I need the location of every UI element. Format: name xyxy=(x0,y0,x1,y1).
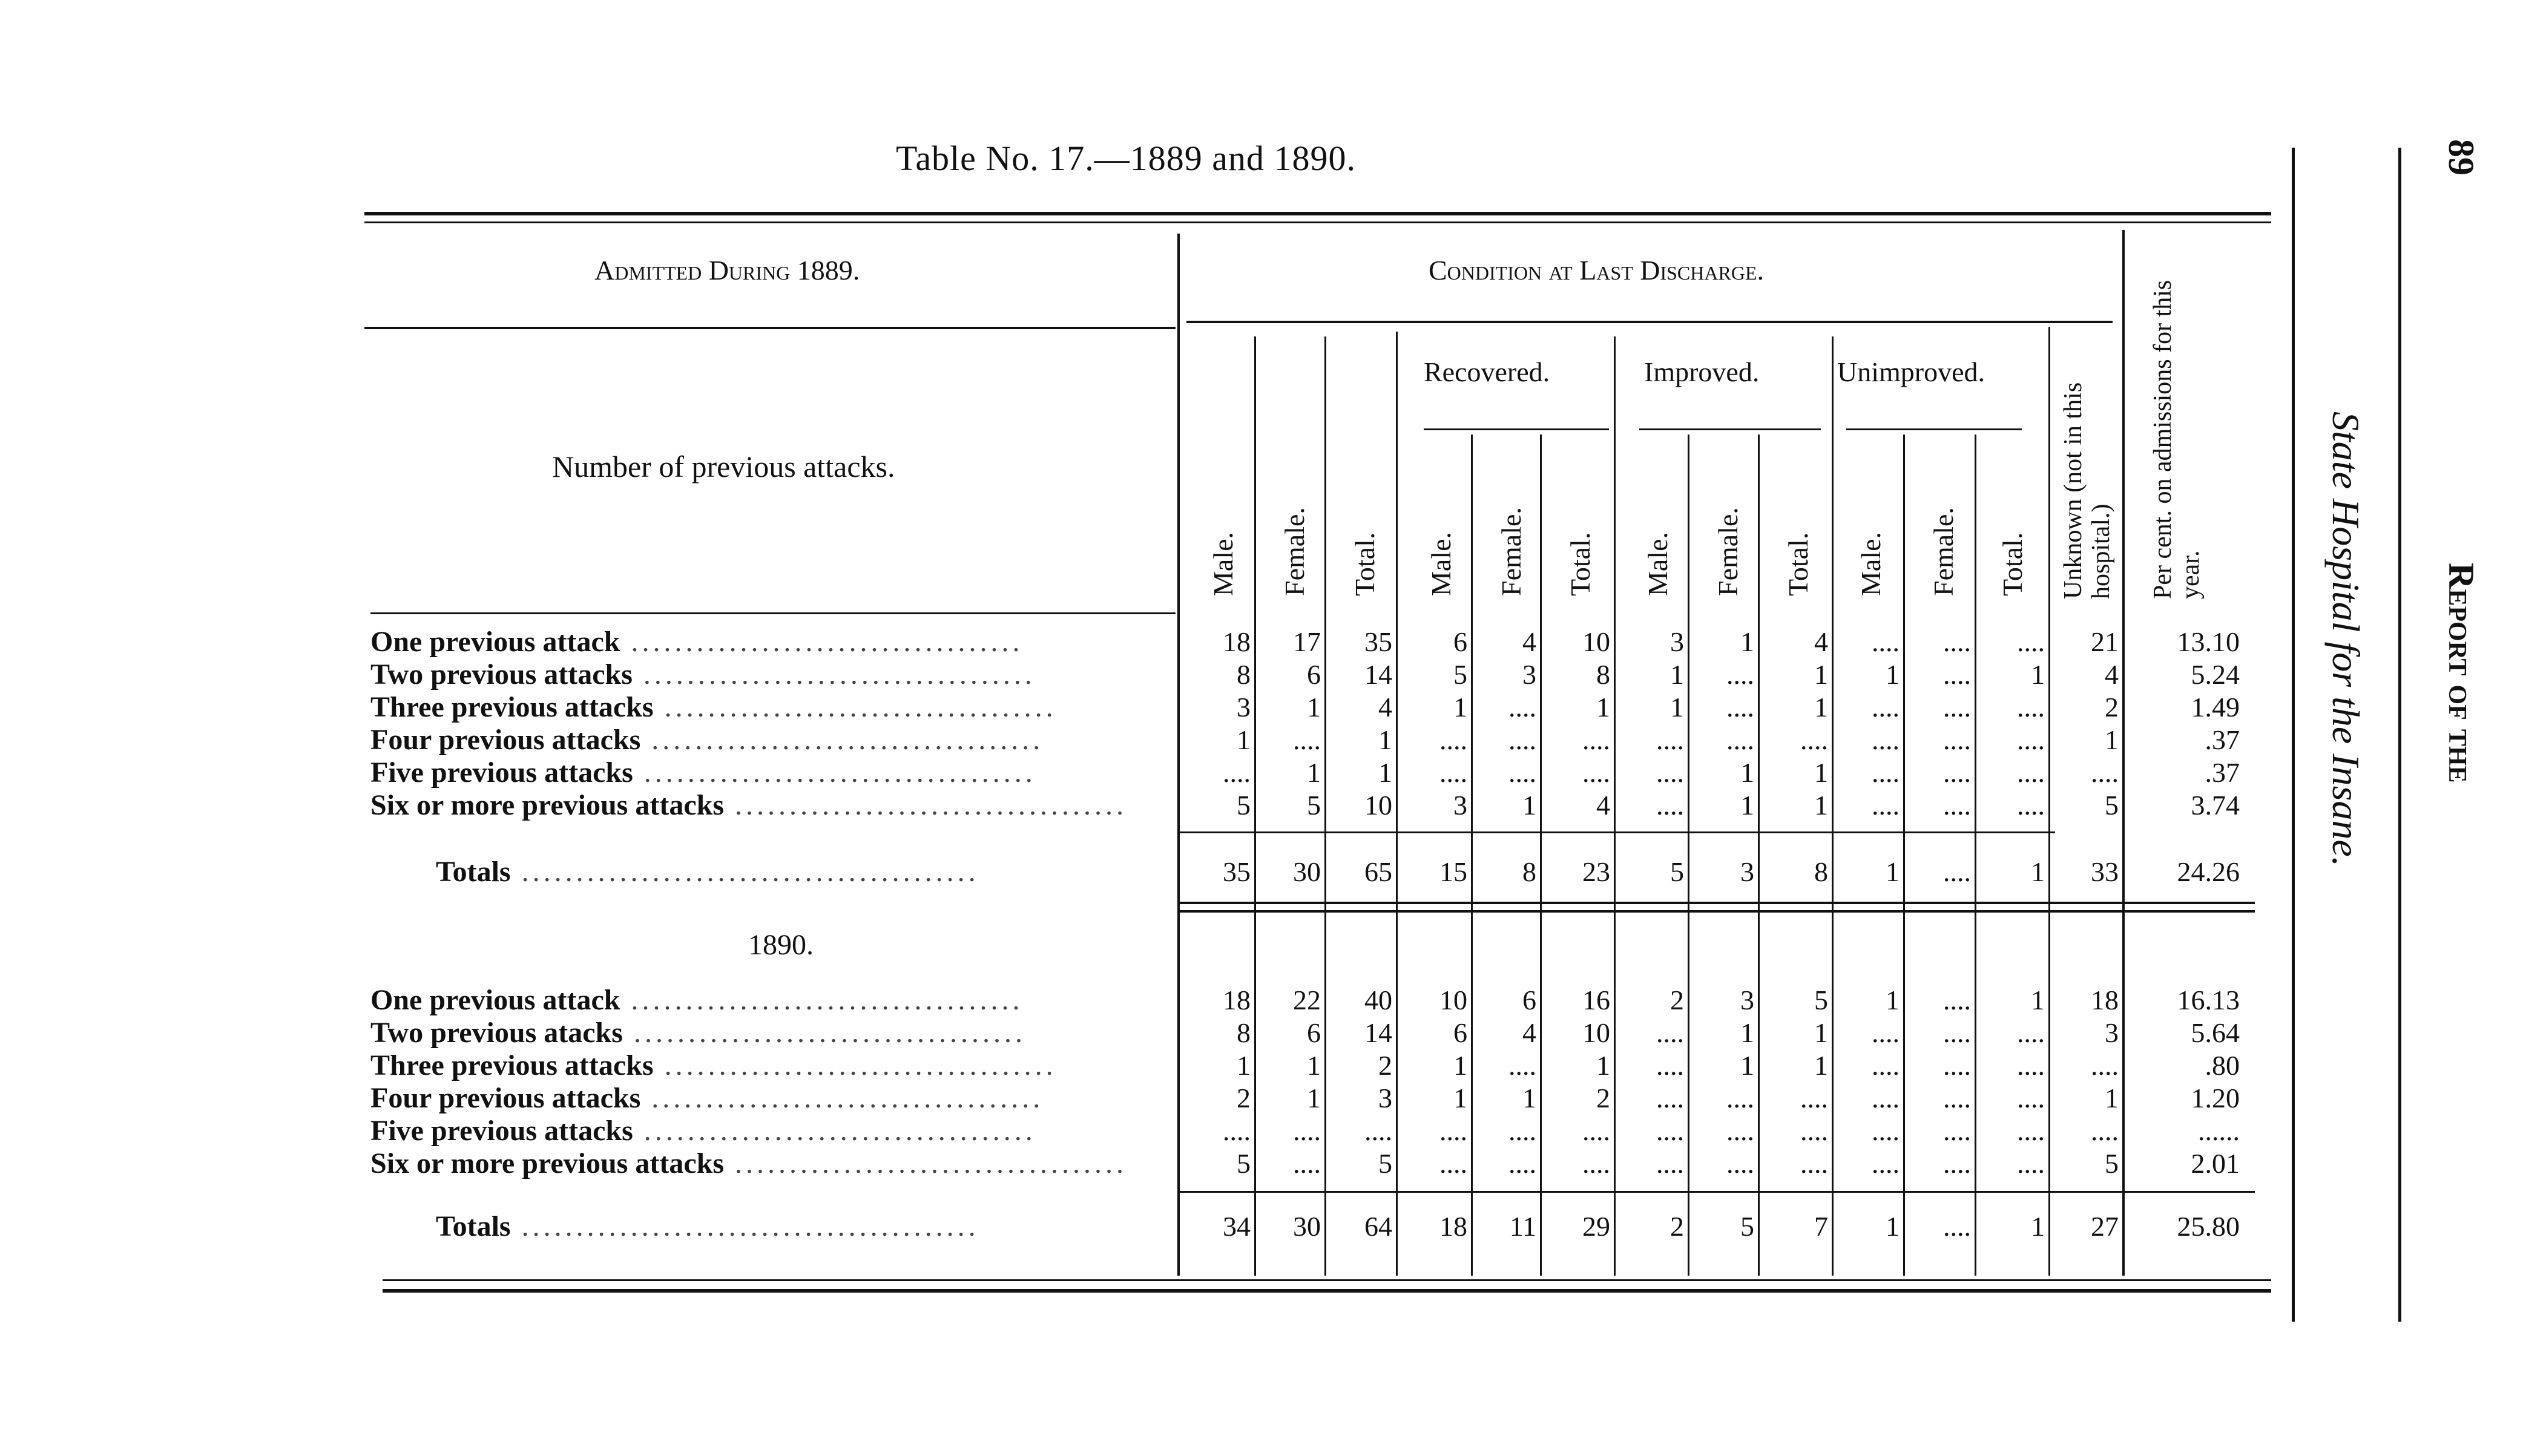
unimproved-heading: Unimproved. xyxy=(1837,356,1985,387)
cell-1890-row-5-col-10: .... xyxy=(1872,1115,1900,1146)
cell-1890-row-3-col-11: .... xyxy=(1943,1050,1971,1081)
page-number: 89 xyxy=(2441,139,2481,175)
cell-1890-row-2-col-11: .... xyxy=(1943,1017,1971,1048)
cell-1889-row-6-col-6: 4 xyxy=(1596,790,1610,821)
cell-1890-row-2-col-14: 5.64 xyxy=(2191,1017,2240,1048)
cell-1889-row-6-col-12: .... xyxy=(2017,790,2045,821)
cell-1889-row-5-col-6: .... xyxy=(1582,757,1610,788)
cell-1890-row-1-col-14: 16.13 xyxy=(2177,985,2240,1015)
pre-totals-rule-1889 xyxy=(1177,831,2055,833)
cell-1890-row-3-col-3: 2 xyxy=(1378,1050,1392,1081)
cell-1890-row-3-col-14: .80 xyxy=(2205,1050,2240,1081)
cell-1889-row-4-col-6: .... xyxy=(1582,724,1610,755)
cell-1890-totals-col-3: 64 xyxy=(1364,1211,1392,1242)
row-label: Five previous attacks xyxy=(370,756,633,789)
cell-1890-row-6-col-6: .... xyxy=(1582,1148,1610,1179)
row-1889-2: Two previous attacks .................................... xyxy=(370,658,1036,690)
cell-1890-row-2-col-4: 6 xyxy=(1453,1017,1467,1048)
cell-1889-totals-col-10: 1 xyxy=(1886,856,1900,887)
cell-1889-row-3-col-13: 2 xyxy=(2105,692,2119,723)
admitted-heading: Admitted During 1889. xyxy=(594,255,860,286)
cell-1890-row-5-col-3: .... xyxy=(1364,1115,1392,1146)
cell-1889-row-4-col-7: .... xyxy=(1656,724,1684,755)
recovered-heading: Recovered. xyxy=(1424,356,1550,387)
cell-1889-row-3-col-9: 1 xyxy=(1814,692,1828,723)
cell-1889-row-2-col-8: .... xyxy=(1726,659,1754,690)
cell-1889-row-5-col-2: 1 xyxy=(1307,757,1321,788)
row-1890-3: Three previous attacks .................................... xyxy=(370,1049,1057,1081)
cell-1890-row-1-col-10: 1 xyxy=(1886,985,1900,1015)
cell-1889-row-2-col-12: 1 xyxy=(2031,659,2045,690)
cell-1889-row-2-col-13: 4 xyxy=(2105,659,2119,690)
cell-1889-row-4-col-13: 1 xyxy=(2105,724,2119,755)
top-rule-thin xyxy=(364,221,2271,223)
cell-1889-row-2-col-6: 8 xyxy=(1596,659,1610,690)
cell-1890-row-2-col-12: .... xyxy=(2017,1017,2045,1048)
cell-1890-row-6-col-14: 2.01 xyxy=(2191,1148,2240,1179)
col-improved-total: Total. xyxy=(1783,532,1814,596)
cell-1890-row-1-col-8: 3 xyxy=(1740,985,1754,1015)
cell-1889-row-1-col-4: 6 xyxy=(1453,626,1467,657)
cell-1889-row-4-col-8: .... xyxy=(1726,724,1754,755)
cell-1890-totals-col-8: 5 xyxy=(1740,1211,1754,1242)
cell-1890-row-5-col-4: .... xyxy=(1439,1115,1467,1146)
cell-1890-row-4-col-13: 1 xyxy=(2105,1083,2119,1113)
cell-1889-row-1-col-13: 21 xyxy=(2091,626,2119,657)
cell-1889-row-3-col-8: .... xyxy=(1726,692,1754,723)
row-1889-1: One previous attack .................................... xyxy=(370,626,1024,658)
cell-1890-row-3-col-13: .... xyxy=(2091,1050,2119,1081)
row-1889-6: Six or more previous attacks .................................... xyxy=(370,789,1127,821)
cell-1890-row-4-col-7: .... xyxy=(1656,1083,1684,1113)
cell-1889-row-2-col-2: 6 xyxy=(1307,659,1321,690)
cell-1890-totals-col-13: 27 xyxy=(2091,1211,2119,1242)
cell-1889-row-2-col-5: 3 xyxy=(1522,659,1536,690)
cell-1890-totals-col-4: 18 xyxy=(1439,1211,1467,1242)
row-1890-1: One previous attack .................................... xyxy=(370,984,1024,1016)
cell-1890-row-6-col-3: 5 xyxy=(1378,1148,1392,1179)
cell-1889-row-1-col-7: 3 xyxy=(1670,626,1684,657)
cell-1890-row-4-col-5: 1 xyxy=(1522,1083,1536,1113)
cell-1889-row-6-col-1: 5 xyxy=(1237,790,1251,821)
cell-1889-row-2-col-3: 14 xyxy=(1364,659,1392,690)
cell-1890-row-4-col-2: 1 xyxy=(1307,1083,1321,1113)
cell-1889-row-5-col-10: .... xyxy=(1872,757,1900,788)
cell-1889-row-3-col-14: 1.49 xyxy=(2191,692,2240,723)
side-title: State Hospital for the Insane. xyxy=(2324,412,2367,867)
cell-1889-row-6-col-2: 5 xyxy=(1307,790,1321,821)
vrule-13 xyxy=(2122,230,2125,1276)
table-title: Table No. 17.—1889 and 1890. xyxy=(895,139,1357,178)
row-1890-2: Two previous atacks .................................... xyxy=(370,1017,1026,1049)
cell-1890-totals-col-9: 7 xyxy=(1814,1211,1828,1242)
cell-1889-row-5-col-7: .... xyxy=(1656,757,1684,788)
bottom-rule-a xyxy=(383,1279,2271,1281)
unimproved-rule xyxy=(1846,428,2022,430)
col-admitted-female: Female. xyxy=(1279,507,1310,596)
cell-1889-row-4-col-3: 1 xyxy=(1378,724,1392,755)
cell-1890-row-2-col-7: .... xyxy=(1656,1017,1684,1048)
row-label: One previous attack xyxy=(370,984,620,1016)
cell-1889-row-1-col-2: 17 xyxy=(1293,626,1321,657)
cell-1890-row-2-col-8: 1 xyxy=(1740,1017,1754,1048)
cell-1890-row-2-col-9: 1 xyxy=(1814,1017,1828,1048)
cell-1890-row-3-col-1: 1 xyxy=(1237,1050,1251,1081)
cell-1889-totals-col-4: 15 xyxy=(1439,856,1467,887)
cell-1890-row-6-col-12: .... xyxy=(2017,1148,2045,1179)
cell-1889-totals-col-14: 24.26 xyxy=(2177,856,2240,887)
cell-1889-totals-col-3: 65 xyxy=(1364,856,1392,887)
cell-1889-row-6-col-3: 10 xyxy=(1364,790,1392,821)
cell-1889-row-3-col-4: 1 xyxy=(1453,692,1467,723)
cell-1890-row-5-col-14: ...... xyxy=(2198,1115,2240,1146)
col-unimproved-female: Female. xyxy=(1928,507,1959,596)
cell-1890-row-1-col-12: 1 xyxy=(2031,985,2045,1015)
cell-1890-row-6-col-4: .... xyxy=(1439,1148,1467,1179)
cell-1889-totals-col-9: 8 xyxy=(1814,856,1828,887)
cell-1890-row-4-col-12: .... xyxy=(2017,1083,2045,1113)
totals-1889: Totals .......................................... xyxy=(436,856,979,888)
cell-1889-row-1-col-14: 13.10 xyxy=(2177,626,2240,657)
cell-1889-row-4-col-9: .... xyxy=(1800,724,1828,755)
cell-1890-row-4-col-3: 3 xyxy=(1378,1083,1392,1113)
cell-1890-row-1-col-7: 2 xyxy=(1670,985,1684,1015)
cell-1889-row-6-col-13: 5 xyxy=(2105,790,2119,821)
cell-1890-totals-col-2: 30 xyxy=(1293,1211,1321,1242)
cell-1889-row-2-col-4: 5 xyxy=(1453,659,1467,690)
col-unimproved-total: Total. xyxy=(1997,532,2028,596)
cell-1890-row-4-col-4: 1 xyxy=(1453,1083,1467,1113)
col-improved-male: Male. xyxy=(1642,531,1673,596)
cell-1889-row-6-col-7: .... xyxy=(1656,790,1684,821)
cell-1890-row-4-col-9: .... xyxy=(1800,1083,1828,1113)
vrule-8 xyxy=(1758,435,1760,1276)
cell-1889-row-6-col-5: 1 xyxy=(1522,790,1536,821)
cell-1889-row-6-col-14: 3.74 xyxy=(2191,790,2240,821)
cell-1890-row-4-col-14: 1.20 xyxy=(2191,1083,2240,1113)
cell-1889-row-5-col-11: .... xyxy=(1943,757,1971,788)
bottom-rule-b xyxy=(383,1289,2271,1293)
cell-1889-row-4-col-4: .... xyxy=(1439,724,1467,755)
cell-1889-row-5-col-12: .... xyxy=(2017,757,2045,788)
row-1889-4: Four previous attacks .................................... xyxy=(370,724,1044,756)
cell-1889-row-2-col-1: 8 xyxy=(1237,659,1251,690)
row-1889-5: Five previous attacks .................................... xyxy=(370,756,1036,789)
cell-1889-totals-col-5: 8 xyxy=(1522,856,1536,887)
cell-1890-row-2-col-1: 8 xyxy=(1237,1017,1251,1048)
cell-1889-totals-col-6: 23 xyxy=(1582,856,1610,887)
double-rule-b xyxy=(1177,910,2255,913)
cell-1889-row-3-col-6: 1 xyxy=(1596,692,1610,723)
col-unknown: Unknown (not in this hospital.) xyxy=(2059,382,2115,599)
totals-label: Totals xyxy=(436,1210,511,1242)
cell-1889-row-3-col-7: 1 xyxy=(1670,692,1684,723)
row-label: Two previous atacks xyxy=(370,1017,623,1049)
cell-1890-totals-col-7: 2 xyxy=(1670,1211,1684,1242)
row-1890-5: Five previous attacks .................................... xyxy=(370,1115,1036,1147)
cell-1890-row-3-col-6: 1 xyxy=(1596,1050,1610,1081)
cell-1890-row-6-col-9: .... xyxy=(1800,1148,1828,1179)
cell-1890-row-2-col-3: 14 xyxy=(1364,1017,1392,1048)
cell-1889-row-1-col-8: 1 xyxy=(1740,626,1754,657)
cell-1889-row-1-col-11: .... xyxy=(1943,626,1971,657)
cell-1890-row-5-col-8: .... xyxy=(1726,1115,1754,1146)
row-label-header: Number of previous attacks. xyxy=(552,450,895,484)
cell-1890-row-3-col-12: .... xyxy=(2017,1050,2045,1081)
cell-1889-row-3-col-11: .... xyxy=(1943,692,1971,723)
cell-1889-totals-col-12: 1 xyxy=(2031,856,2045,887)
cell-1890-row-1-col-5: 6 xyxy=(1522,985,1536,1015)
cell-1889-row-4-col-10: .... xyxy=(1872,724,1900,755)
cell-1890-totals-col-11: .... xyxy=(1943,1211,1971,1242)
cell-1889-row-5-col-5: .... xyxy=(1508,757,1536,788)
cell-1889-row-1-col-9: 4 xyxy=(1814,626,1828,657)
cell-1890-row-3-col-10: .... xyxy=(1872,1050,1900,1081)
cell-1890-totals-col-1: 34 xyxy=(1223,1211,1251,1242)
col-admitted-total: Total. xyxy=(1349,532,1380,596)
cell-1890-row-3-col-7: .... xyxy=(1656,1050,1684,1081)
cell-1890-totals-col-12: 1 xyxy=(2031,1211,2045,1242)
cell-1889-row-2-col-14: 5.24 xyxy=(2191,659,2240,690)
right-header-rule xyxy=(1186,321,2113,323)
cell-1889-row-5-col-9: 1 xyxy=(1814,757,1828,788)
cell-1890-row-1-col-9: 5 xyxy=(1814,985,1828,1015)
cell-1889-row-3-col-10: .... xyxy=(1872,692,1900,723)
section-1890-label: 1890. xyxy=(748,929,814,961)
improved-rule xyxy=(1639,428,1821,430)
cell-1889-row-6-col-11: .... xyxy=(1943,790,1971,821)
cell-1889-row-5-col-3: 1 xyxy=(1378,757,1392,788)
cell-1889-totals-col-13: 33 xyxy=(2091,856,2119,887)
col-improved-female: Female. xyxy=(1712,507,1743,596)
cell-1890-row-3-col-2: 1 xyxy=(1307,1050,1321,1081)
cell-1889-row-4-col-12: .... xyxy=(2017,724,2045,755)
pre-totals-rule-1890 xyxy=(1177,1191,2255,1193)
cell-1890-row-3-col-8: 1 xyxy=(1740,1050,1754,1081)
cell-1889-row-6-col-8: 1 xyxy=(1740,790,1754,821)
cell-1889-row-3-col-5: .... xyxy=(1508,692,1536,723)
cell-1889-row-5-col-13: .... xyxy=(2091,757,2119,788)
cell-1889-row-4-col-5: .... xyxy=(1508,724,1536,755)
cell-1890-row-5-col-7: .... xyxy=(1656,1115,1684,1146)
cell-1890-row-2-col-2: 6 xyxy=(1307,1017,1321,1048)
cell-1890-row-1-col-13: 18 xyxy=(2091,985,2119,1015)
cell-1890-row-4-col-6: 2 xyxy=(1596,1083,1610,1113)
margin-rule-2 xyxy=(2398,148,2401,1322)
cell-1889-row-5-col-14: .37 xyxy=(2205,757,2240,788)
cell-1889-row-2-col-7: 1 xyxy=(1670,659,1684,690)
cell-1890-row-2-col-5: 4 xyxy=(1522,1017,1536,1048)
cell-1889-totals-col-8: 3 xyxy=(1740,856,1754,887)
row-label: Three previous attacks xyxy=(370,1049,654,1081)
cell-1890-row-6-col-1: 5 xyxy=(1237,1148,1251,1179)
cell-1889-row-3-col-3: 4 xyxy=(1378,692,1392,723)
col-percent: Per cent. on admissions for this year. xyxy=(2149,280,2205,599)
cell-1890-row-1-col-3: 40 xyxy=(1364,985,1392,1015)
header-bottom-rule xyxy=(370,612,1176,614)
row-label: Six or more previous attacks xyxy=(370,1147,724,1179)
cell-1890-row-3-col-4: 1 xyxy=(1453,1050,1467,1081)
cell-1890-row-1-col-6: 16 xyxy=(1582,985,1610,1015)
cell-1890-row-4-col-11: .... xyxy=(1943,1083,1971,1113)
cell-1890-row-4-col-1: 2 xyxy=(1237,1083,1251,1113)
condition-heading: Condition at Last Discharge. xyxy=(1429,255,1764,286)
row-label: Four previous attacks xyxy=(370,724,641,756)
cell-1890-totals-col-14: 25.80 xyxy=(2177,1211,2240,1242)
vrule-0 xyxy=(1177,234,1180,1276)
cell-1889-row-5-col-1: .... xyxy=(1223,757,1251,788)
cell-1889-row-3-col-12: .... xyxy=(2017,692,2045,723)
col-recovered-male: Male. xyxy=(1426,531,1456,596)
cell-1890-row-5-col-12: .... xyxy=(2017,1115,2045,1146)
cell-1889-row-6-col-9: 1 xyxy=(1814,790,1828,821)
cell-1889-totals-col-7: 5 xyxy=(1670,856,1684,887)
cell-1889-row-6-col-10: .... xyxy=(1872,790,1900,821)
cell-1890-row-5-col-13: .... xyxy=(2091,1115,2119,1146)
left-header-rule xyxy=(364,327,1176,329)
row-label: Four previous attacks xyxy=(370,1082,641,1114)
cell-1889-row-4-col-14: .37 xyxy=(2205,724,2240,755)
cell-1890-row-2-col-13: 3 xyxy=(2105,1017,2119,1048)
col-recovered-female: Female. xyxy=(1496,507,1527,596)
cell-1890-totals-col-10: 1 xyxy=(1886,1211,1900,1242)
cell-1890-totals-col-6: 29 xyxy=(1582,1211,1610,1242)
cell-1890-row-6-col-11: .... xyxy=(1943,1148,1971,1179)
cell-1890-row-6-col-7: .... xyxy=(1656,1148,1684,1179)
cell-1889-totals-col-1: 35 xyxy=(1223,856,1251,887)
cell-1889-row-4-col-11: .... xyxy=(1943,724,1971,755)
margin-rule-1 xyxy=(2292,148,2295,1322)
cell-1890-row-3-col-5: .... xyxy=(1508,1050,1536,1081)
cell-1890-row-5-col-1: .... xyxy=(1223,1115,1251,1146)
col-unimproved-male: Male. xyxy=(1855,531,1886,596)
cell-1890-row-4-col-10: .... xyxy=(1872,1083,1900,1113)
cell-1890-row-6-col-13: 5 xyxy=(2105,1148,2119,1179)
top-rule xyxy=(364,212,2271,215)
totals-1890: Totals .......................................... xyxy=(436,1210,979,1242)
cell-1890-row-1-col-4: 10 xyxy=(1439,985,1467,1015)
col-recovered-total: Total. xyxy=(1565,532,1596,596)
row-label: Six or more previous attacks xyxy=(370,789,724,821)
cell-1889-row-2-col-10: 1 xyxy=(1886,659,1900,690)
row-1890-6: Six or more previous attacks .................................... xyxy=(370,1147,1127,1179)
cell-1890-row-1-col-11: .... xyxy=(1943,985,1971,1015)
cell-1889-totals-col-2: 30 xyxy=(1293,856,1321,887)
cell-1890-row-5-col-5: .... xyxy=(1508,1115,1536,1146)
row-1889-3: Three previous attacks .................................... xyxy=(370,691,1057,723)
cell-1889-row-1-col-10: .... xyxy=(1872,626,1900,657)
row-label: Three previous attacks xyxy=(370,691,654,723)
cell-1890-row-5-col-11: .... xyxy=(1943,1115,1971,1146)
cell-1889-row-3-col-1: 3 xyxy=(1237,692,1251,723)
row-label: Two previous attacks xyxy=(370,658,633,690)
cell-1889-row-2-col-9: 1 xyxy=(1814,659,1828,690)
cell-1889-row-4-col-2: .... xyxy=(1293,724,1321,755)
cell-1890-totals-col-5: 11 xyxy=(1509,1211,1536,1242)
cell-1889-row-1-col-3: 35 xyxy=(1364,626,1392,657)
cell-1889-row-1-col-6: 10 xyxy=(1582,626,1610,657)
cell-1889-row-2-col-11: .... xyxy=(1943,659,1971,690)
cell-1890-row-5-col-9: .... xyxy=(1800,1115,1828,1146)
cell-1889-row-1-col-12: .... xyxy=(2017,626,2045,657)
cell-1889-totals-col-11: .... xyxy=(1943,856,1971,887)
col-admitted-male: Male. xyxy=(1208,531,1238,596)
row-label: Five previous attacks xyxy=(370,1115,633,1147)
improved-heading: Improved. xyxy=(1644,356,1760,387)
recovered-rule xyxy=(1424,428,1609,430)
row-label: One previous attack xyxy=(370,626,620,658)
cell-1890-row-2-col-10: .... xyxy=(1872,1017,1900,1048)
cell-1890-row-6-col-2: .... xyxy=(1293,1148,1321,1179)
cell-1889-row-5-col-4: .... xyxy=(1439,757,1467,788)
cell-1889-row-1-col-5: 4 xyxy=(1522,626,1536,657)
double-rule-a xyxy=(1177,902,2255,904)
cell-1890-row-2-col-6: 10 xyxy=(1582,1017,1610,1048)
totals-label: Totals xyxy=(436,856,511,888)
cell-1890-row-5-col-2: .... xyxy=(1293,1115,1321,1146)
cell-1890-row-1-col-1: 18 xyxy=(1223,985,1251,1015)
cell-1890-row-5-col-6: .... xyxy=(1582,1115,1610,1146)
vrule-5 xyxy=(1540,435,1542,1276)
cell-1890-row-6-col-8: .... xyxy=(1726,1148,1754,1179)
cell-1890-row-4-col-8: .... xyxy=(1726,1083,1754,1113)
cell-1889-row-4-col-1: 1 xyxy=(1237,724,1251,755)
cell-1890-row-6-col-10: .... xyxy=(1872,1148,1900,1179)
cell-1890-row-3-col-9: 1 xyxy=(1814,1050,1828,1081)
cell-1890-row-6-col-5: .... xyxy=(1508,1148,1536,1179)
cell-1889-row-1-col-1: 18 xyxy=(1223,626,1251,657)
cell-1890-row-1-col-2: 22 xyxy=(1293,985,1321,1015)
running-head: Report of the xyxy=(2441,563,2481,783)
cell-1889-row-6-col-4: 3 xyxy=(1453,790,1467,821)
vrule-11 xyxy=(1975,435,1976,1276)
cell-1889-row-3-col-2: 1 xyxy=(1307,692,1321,723)
row-1890-4: Four previous attacks .................................... xyxy=(370,1082,1044,1114)
cell-1889-row-5-col-8: 1 xyxy=(1740,757,1754,788)
